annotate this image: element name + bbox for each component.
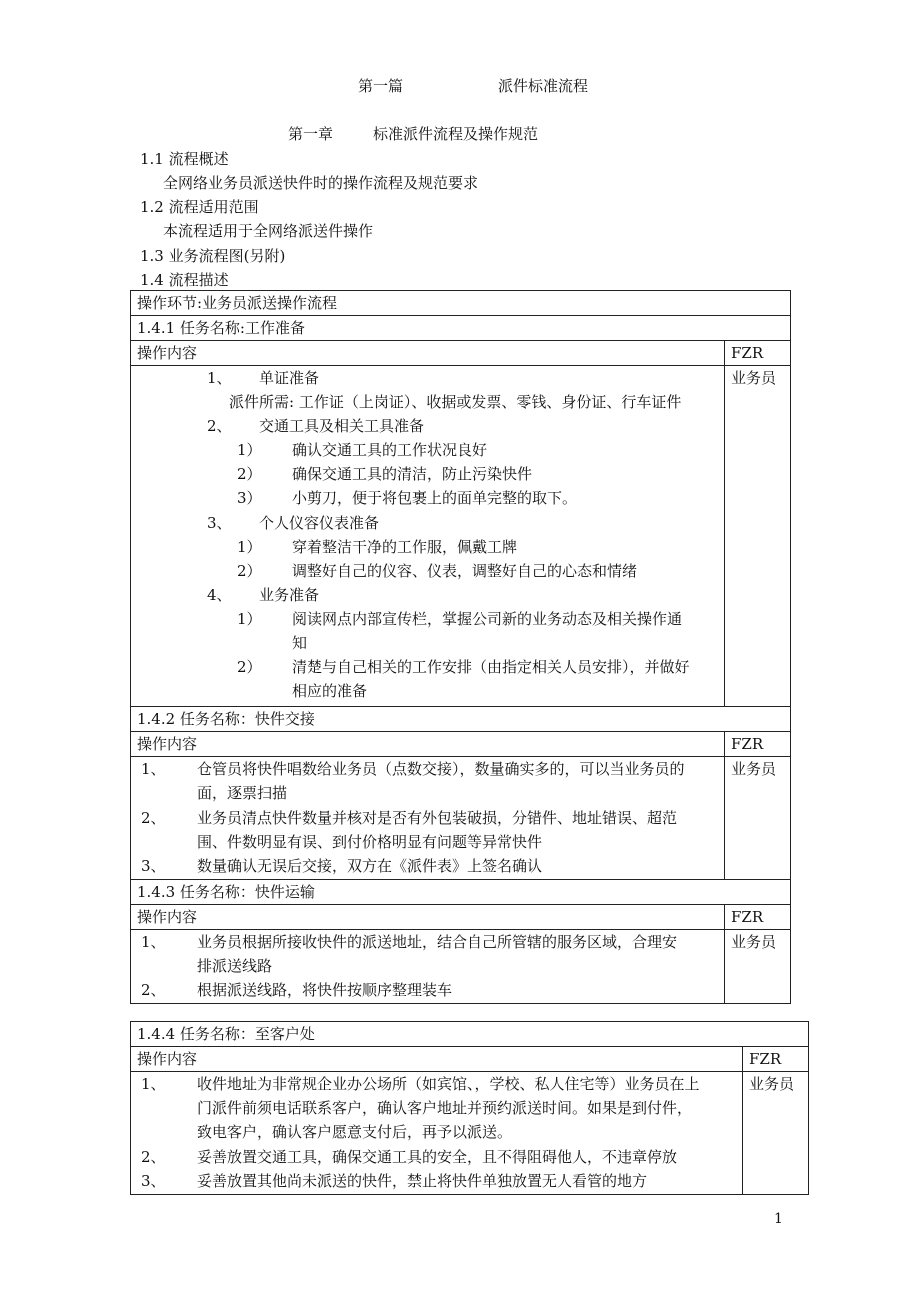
task-1-4-4-owner: 业务员: [743, 1072, 809, 1195]
section-1-1-body: 全网络业务员派送快件时的操作流程及规范要求: [163, 174, 479, 192]
task-1-4-2-owner: 业务员: [725, 757, 791, 880]
header-owner: FZR: [725, 905, 791, 930]
chapter-title: 标准派件流程及操作规范: [373, 125, 539, 143]
part-title: 派件标准流程: [498, 77, 589, 95]
process-table-2: [130, 1021, 809, 1195]
header-owner: FZR: [725, 341, 791, 366]
part-label: 第一篇: [358, 77, 404, 95]
task-1-4-3-owner: 业务员: [725, 930, 791, 1004]
header-content: 操作内容: [131, 732, 725, 757]
task-1-4-4-name: 1.4.4 任务名称：至客户处: [131, 1022, 809, 1047]
header-content: 操作内容: [131, 1047, 743, 1072]
section-1-4-title: 1.4 流程描述: [140, 271, 229, 289]
section-1-2-body: 本流程适用于全网络派送件操作: [163, 222, 374, 240]
task-1-4-4-content: 1、 收件地址为非常规企业办公场所（如宾馆、，学校、私人住宅等）业务员在上 门派件前须电话联系客户，确认客户地址并预约派送时间。如果是到付件， 致电客户，确认客户愿意支付后，再予以派送。 2、 妥善放置交通工具，确保交通工具的安全，且不得阻碍他人，不违章停放 3、 妥善放置其他尚未派送的快件，禁止将快件单独放置无人看管的地方: [131, 1072, 743, 1195]
section-1-3-title: 1.3 业务流程图(另附): [140, 247, 286, 265]
task-1-4-1-owner: 业务员: [725, 366, 791, 707]
task-1-4-1-content: 1、 单证准备 派件所需: 工作证（上岗证）、收据或发票、零钱、身份证、行车证件 2、 交通工具及相关工具准备 1） 确认交通工具的工作状况良好 2） 确保交通工具的清洁，防止污染快件 3） 小剪刀，便于将包裹上的面单完整的取下。 3、 个人仪容仪表准备 1） 穿着整洁干净的工作服，佩戴工牌 2） 调整好自己的仪容、仪表，调整好自己的心态和情绪 4、 业务准备 1） 阅读网点内部宣传栏，掌握公司新的业务动态及相关操作通 知 2） 清楚与自己相关的工作安排（由指定相关人员安排），并做好 相应的准备: [131, 366, 725, 707]
operation-row: 操作环节:业务员派送操作流程: [131, 291, 791, 316]
task-1-4-3-content: 1、 业务员根据所接收快件的派送地址，结合自己所管辖的服务区域，合理安 排派送线路 2、 根据派送线路，将快件按顺序整理装车: [131, 930, 725, 1004]
page-number: 1: [774, 1211, 783, 1227]
header-content: 操作内容: [131, 905, 725, 930]
header-content: 操作内容: [131, 341, 725, 366]
section-1-1-title: 1.1 流程概述: [140, 150, 229, 168]
task-1-4-2-name: 1.4.2 任务名称：快件交接: [131, 707, 791, 732]
task-1-4-3-name: 1.4.3 任务名称：快件运输: [131, 880, 791, 905]
section-1-2-title: 1.2 流程适用范围: [140, 198, 259, 216]
process-table-1: [130, 290, 791, 1004]
chapter-label: 第一章: [288, 125, 334, 143]
header-owner: FZR: [743, 1047, 809, 1072]
task-1-4-2-content: 1、 仓管员将快件唱数给业务员（点数交接），数量确实多的，可以当业务员的 面，逐票扫描 2、 业务员清点快件数量并核对是否有外包装破损，分错件、地址错误、超范 围、件数明显有误、到付价格明显有问题等异常快件 3、 数量确认无误后交接，双方在《派件表》上签名确认: [131, 757, 725, 880]
header-owner: FZR: [725, 732, 791, 757]
task-1-4-1-name: 1.4.1 任务名称:工作准备: [131, 316, 791, 341]
